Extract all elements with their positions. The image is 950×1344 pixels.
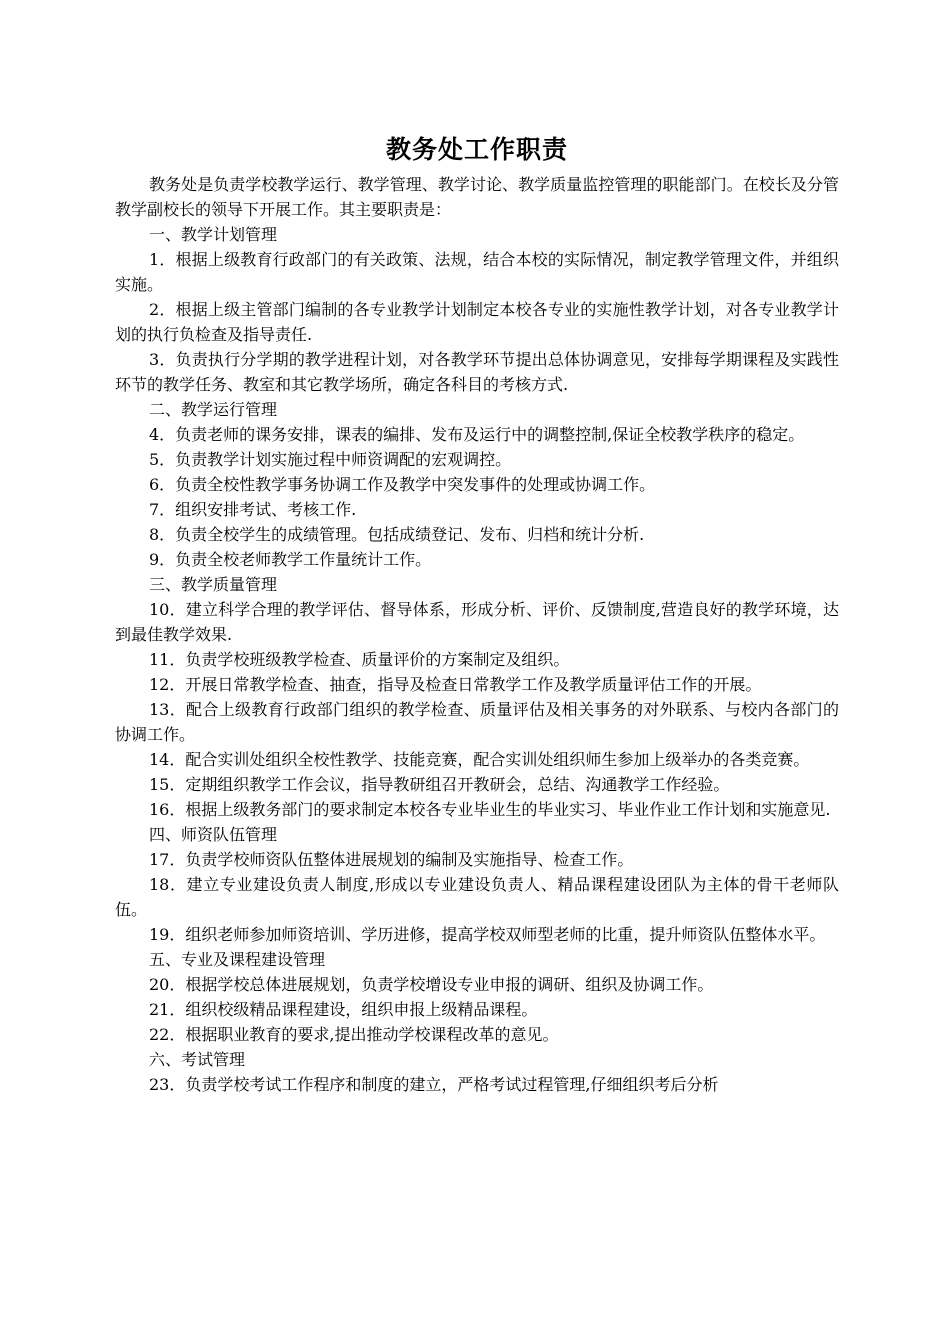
body-paragraph: 17．负责学校师资队伍整体进展规划的编制及实施指导、检查工作。 [149, 850, 634, 869]
body-paragraph: 3．负责执行分学期的教学进程计划，对各教学环节提出总体协调意见，安排每学期课程及实践性环节的教学任务、教室和其它教学场所，确定各科目的考核方式. [115, 350, 839, 394]
document-title: 教务处工作职责 [385, 135, 568, 164]
section-heading: 四、师资队伍管理 [149, 825, 278, 844]
body-paragraph: 2．根据上级主管部门编制的各专业教学计划制定本校各专业的实施性教学计划，对各专业教学计划的执行负检查及指导责任. [115, 300, 839, 344]
body-paragraph: 18．建立专业建设负责人制度,形成以专业建设负责人、精品课程建设团队为主体的骨干老师队伍。 [115, 875, 839, 919]
body-paragraph: 4．负责老师的课务安排，课表的编排、发布及运行中的调整控制,保证全校教学秩序的稳定。 [149, 425, 805, 444]
body-paragraph: 7．组织安排考试、考核工作. [149, 500, 357, 519]
body-paragraph: 8．负责全校学生的成绩管理。包括成绩登记、发布、归档和统计分析. [149, 525, 645, 544]
body-paragraph: 19．组织老师参加师资培训、学历进修，提高学校双师型老师的比重，提升师资队伍整体水平。 [149, 925, 826, 944]
body-paragraph: 6．负责全校性教学事务协调工作及教学中突发事件的处理或协调工作。 [149, 475, 656, 494]
body-paragraph: 教务处是负责学校教学运行、教学管理、教学讨论、教学质量监控管理的职能部门。在校长及分管教学副校长的领导下开展工作。其主要职责是： [115, 175, 839, 219]
body-paragraph: 22．根据职业教育的要求,提出推动学校课程改革的意见。 [149, 1025, 559, 1044]
section-heading: 一、教学计划管理 [149, 225, 278, 244]
body-paragraph: 23．负责学校考试工作程序和制度的建立，严格考试过程管理,仔细组织考后分析 [149, 1075, 719, 1094]
body-paragraph: 11．负责学校班级教学检查、质量评价的方案制定及组织。 [149, 650, 570, 669]
body-paragraph: 12．开展日常教学检查、抽查，指导及检查日常教学工作及教学质量评估工作的开展。 [149, 675, 762, 694]
body-paragraph: 21．组织校级精品课程建设，组织申报上级精品课程。 [149, 1000, 538, 1019]
body-paragraph: 14．配合实训处组织全校性教学、技能竞赛，配合实训处组织师生参加上级举办的各类竞赛。 [149, 750, 810, 769]
section-heading: 三、教学质量管理 [149, 575, 278, 594]
section-heading: 六、考试管理 [149, 1050, 246, 1069]
body-paragraph: 15．定期组织教学工作会议，指导教研组召开教研会，总结、沟通教学工作经验。 [149, 775, 730, 794]
body-paragraph: 13．配合上级教育行政部门组织的教学检查、质量评估及相关事务的对外联系、与校内各部门的协调工作。 [115, 700, 839, 744]
section-heading: 二、教学运行管理 [149, 400, 278, 419]
body-paragraph: 10．建立科学合理的教学评估、督导体系，形成分析、评价、反馈制度,营造良好的教学环境，达到最佳教学效果. [115, 600, 839, 644]
section-heading: 五、专业及课程建设管理 [149, 950, 326, 969]
body-paragraph: 20．根据学校总体进展规划，负责学校增设专业申报的调研、组织及协调工作。 [149, 975, 714, 994]
document-page [115, 128, 839, 1097]
body-paragraph: 5．负责教学计划实施过程中师资调配的宏观调控。 [149, 450, 512, 469]
body-paragraph: 1．根据上级教育行政部门的有关政策、法规，结合本校的实际情况，制定教学管理文件，并组织实施。 [115, 250, 839, 294]
body-paragraph: 9．负责全校老师教学工作量统计工作。 [149, 550, 432, 569]
document-body [115, 172, 839, 1097]
body-paragraph: 16．根据上级教务部门的要求制定本校各专业毕业生的毕业实习、毕业作业工作计划和实施意见. [149, 800, 831, 819]
